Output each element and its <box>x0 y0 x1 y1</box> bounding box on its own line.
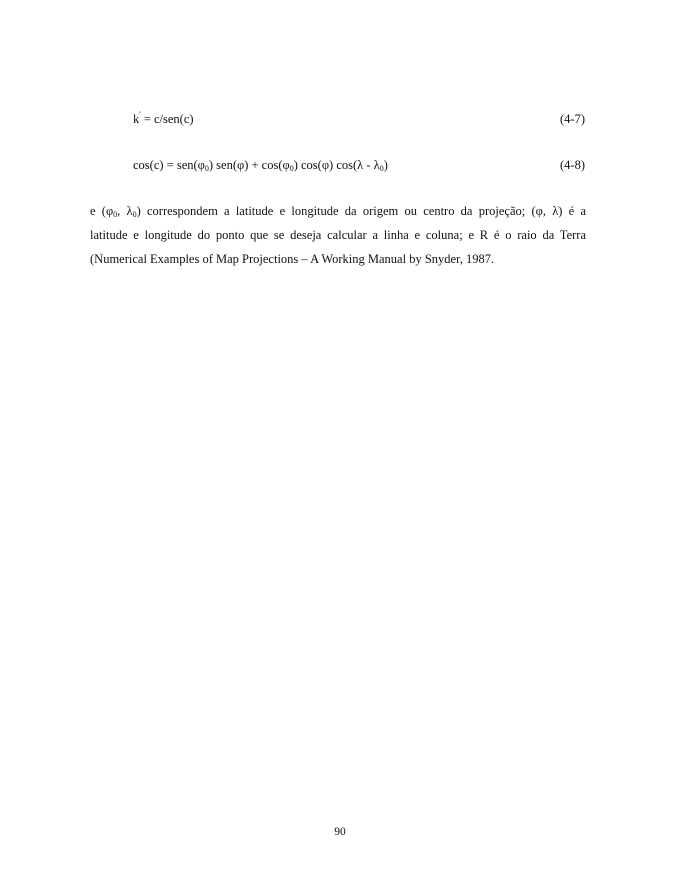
equation-subscript: 0 <box>289 164 294 173</box>
equation-lhs: k <box>133 112 140 126</box>
equation-4-7 <box>133 110 585 128</box>
equation-subscript: 0 <box>379 164 384 173</box>
text-run: ) correspondem a latitude e longitude da origem ou centro da projeção; (φ, λ) é a <box>136 204 586 218</box>
equation-rhs: = c/sen(c) <box>140 112 194 126</box>
body-paragraph <box>90 199 586 271</box>
equation-number: (4-8) <box>560 158 585 172</box>
equation-prime: ' <box>139 110 141 119</box>
equation-part: ) sen(φ) + cos(φ <box>208 158 290 172</box>
equation-4-8 <box>133 156 585 174</box>
equation-expression <box>133 156 388 174</box>
equation-number: (4-7) <box>560 112 585 126</box>
equation-part: cos(c) = sen(φ <box>133 158 205 172</box>
page-number: 90 <box>334 826 346 838</box>
equation-part: ) <box>383 158 388 172</box>
paragraph-line: latitude e longitude do ponto que se deseja calcular a linha e coluna; e R é o raio da Terra <box>90 228 586 242</box>
paragraph-line <box>90 199 586 223</box>
text-run: , λ <box>117 204 133 218</box>
text-run: e (φ <box>90 204 114 218</box>
equation-subscript: 0 <box>204 164 209 173</box>
equation-expression <box>133 110 194 128</box>
equation-part: ) cos(φ) cos(λ - λ <box>293 158 380 172</box>
paragraph-line: (Numerical Examples of Map Projections – A Working Manual by Snyder, 1987. <box>90 252 495 266</box>
subscript: 0 <box>132 210 137 219</box>
subscript: 0 <box>113 210 118 219</box>
